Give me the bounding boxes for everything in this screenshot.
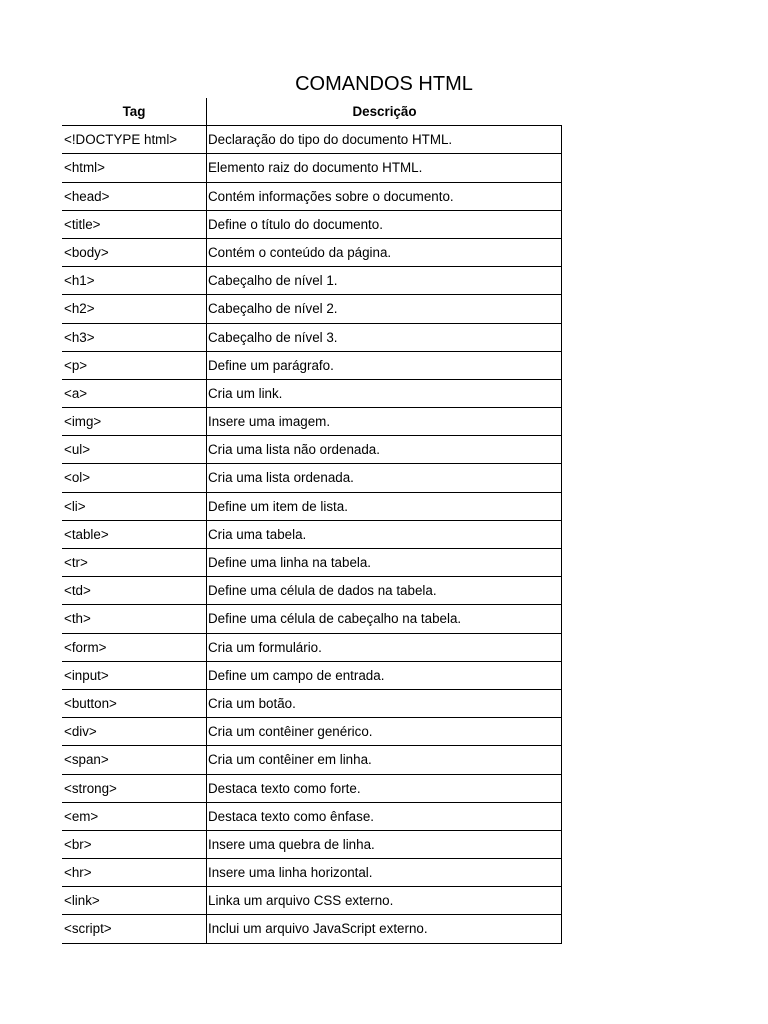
tag-cell: <!DOCTYPE html> (62, 126, 207, 153)
tag-cell: <h1> (62, 267, 207, 294)
tag-cell: <span> (62, 746, 207, 773)
table-row (62, 352, 562, 380)
description-cell: Cria um botão. (207, 690, 562, 717)
description-cell: Insere uma quebra de linha. (207, 831, 562, 858)
table-row (62, 408, 562, 436)
table-row (62, 493, 562, 521)
description-cell: Destaca texto como forte. (207, 775, 562, 802)
description-cell: Destaca texto como ênfase. (207, 803, 562, 830)
description-cell: Insere uma imagem. (207, 408, 562, 435)
description-cell: Linka um arquivo CSS externo. (207, 887, 562, 914)
table-row (62, 211, 562, 239)
table-row (62, 915, 562, 943)
table-row (62, 267, 562, 295)
description-cell: Cabeçalho de nível 1. (207, 267, 562, 294)
description-cell: Cabeçalho de nível 3. (207, 324, 562, 351)
description-cell: Cabeçalho de nível 2. (207, 295, 562, 322)
table-row (62, 718, 562, 746)
table-row (62, 183, 562, 211)
description-cell: Cria um contêiner genérico. (207, 718, 562, 745)
tag-cell: <html> (62, 154, 207, 181)
table-row (62, 154, 562, 182)
table-row (62, 662, 562, 690)
table-row (62, 464, 562, 492)
table-row (62, 634, 562, 662)
description-cell: Inclui um arquivo JavaScript externo. (207, 915, 562, 942)
table-row (62, 831, 562, 859)
tag-cell: <em> (62, 803, 207, 830)
table-row (62, 380, 562, 408)
description-cell: Define o título do documento. (207, 211, 562, 238)
description-cell: Define um item de lista. (207, 493, 562, 520)
description-cell: Cria um formulário. (207, 634, 562, 661)
table-row (62, 690, 562, 718)
description-cell: Define uma linha na tabela. (207, 549, 562, 576)
description-cell: Define um parágrafo. (207, 352, 562, 379)
description-cell: Cria uma lista não ordenada. (207, 436, 562, 463)
table-row (62, 803, 562, 831)
table-row (62, 887, 562, 915)
table-row (62, 859, 562, 887)
column-header-tag: Tag (62, 98, 207, 125)
description-cell: Cria um link. (207, 380, 562, 407)
description-cell: Elemento raiz do documento HTML. (207, 154, 562, 181)
table-row (62, 521, 562, 549)
tag-cell: <ul> (62, 436, 207, 463)
description-cell: Cria um contêiner em linha. (207, 746, 562, 773)
tag-cell: <img> (62, 408, 207, 435)
description-cell: Declaração do tipo do documento HTML. (207, 126, 562, 153)
tag-cell: <div> (62, 718, 207, 745)
tag-cell: <script> (62, 915, 207, 942)
tag-cell: <ol> (62, 464, 207, 491)
table-row (62, 549, 562, 577)
tag-cell: <title> (62, 211, 207, 238)
table-row (62, 239, 562, 267)
table-row (62, 126, 562, 154)
description-cell: Cria uma lista ordenada. (207, 464, 562, 491)
table-row (62, 577, 562, 605)
tag-cell: <li> (62, 493, 207, 520)
table-header-row (62, 98, 562, 126)
tag-cell: <table> (62, 521, 207, 548)
table-row (62, 295, 562, 323)
table-row (62, 605, 562, 633)
commands-table (62, 98, 562, 944)
tag-cell: <form> (62, 634, 207, 661)
tag-cell: <link> (62, 887, 207, 914)
table-row (62, 324, 562, 352)
tag-cell: <h3> (62, 324, 207, 351)
document-title: COMANDOS HTML (295, 73, 473, 95)
description-cell: Define uma célula de dados na tabela. (207, 577, 562, 604)
tag-cell: <a> (62, 380, 207, 407)
description-cell: Contém o conteúdo da página. (207, 239, 562, 266)
table-row (62, 746, 562, 774)
tag-cell: <td> (62, 577, 207, 604)
tag-cell: <br> (62, 831, 207, 858)
table-body (62, 126, 562, 943)
description-cell: Define uma célula de cabeçalho na tabela. (207, 605, 562, 632)
table-row (62, 775, 562, 803)
tag-cell: <body> (62, 239, 207, 266)
tag-cell: <strong> (62, 775, 207, 802)
tag-cell: <h2> (62, 295, 207, 322)
description-cell: Insere uma linha horizontal. (207, 859, 562, 886)
tag-cell: <th> (62, 605, 207, 632)
tag-cell: <tr> (62, 549, 207, 576)
tag-cell: <input> (62, 662, 207, 689)
description-cell: Cria uma tabela. (207, 521, 562, 548)
description-cell: Contém informações sobre o documento. (207, 183, 562, 210)
tag-cell: <button> (62, 690, 207, 717)
description-cell: Define um campo de entrada. (207, 662, 562, 689)
column-header-description: Descrição (352, 104, 417, 119)
tag-cell: <head> (62, 183, 207, 210)
tag-cell: <p> (62, 352, 207, 379)
tag-cell: <hr> (62, 859, 207, 886)
table-row (62, 436, 562, 464)
